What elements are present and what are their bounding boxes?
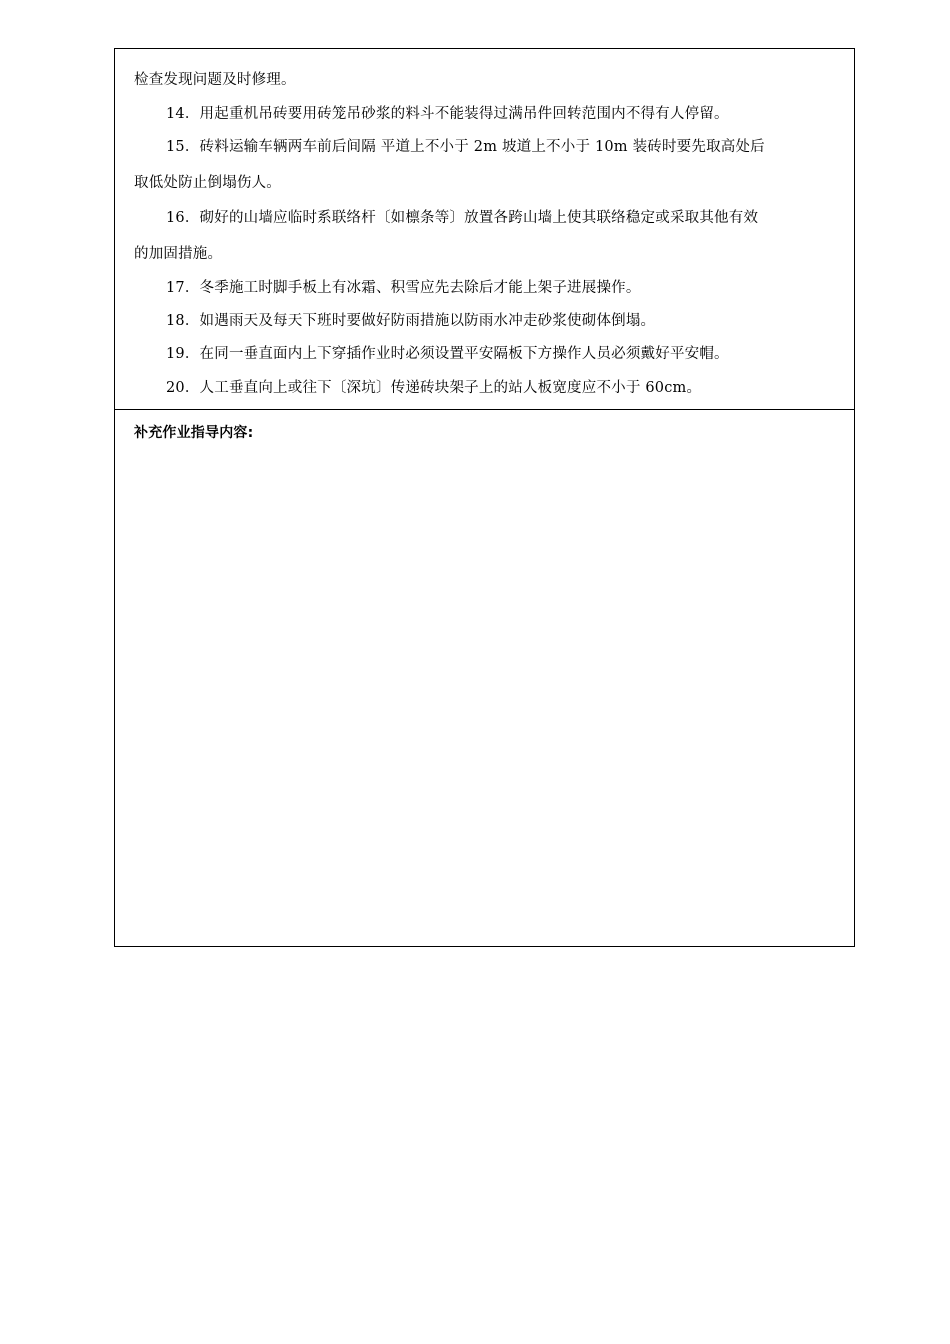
supplement-content-area — [115, 410, 854, 946]
rule-line-17: 17．冬季施工时脚手板上有冰霜、积雪应先去除后才能上架子进展操作。 — [166, 280, 641, 296]
supplement-label: 补充作业指导内容: — [134, 425, 254, 441]
rule-line-16: 16．砌好的山墙应临时系联络杆〔如檩条等〕放置各跨山墙上使其联络稳定或采取其他有效 — [166, 210, 759, 226]
rule-line-20: 20．人工垂直向上或往下〔深坑〕传递砖块架子上的站人板宽度应不小于 60cm。 — [166, 380, 702, 396]
rule-line-15-cont: 取低处防止倒塌伤人。 — [134, 175, 281, 191]
rule-line-16-cont: 的加固措施。 — [134, 246, 223, 262]
instruction-table — [114, 48, 855, 947]
rule-line-19: 19．在同一垂直面内上下穿插作业时必须设置平安隔板下方操作人员必须戴好平安帽。 — [166, 346, 729, 362]
rule-line-15: 15．砖料运输车辆两车前后间隔 平道上不小于 2m 坡道上不小于 10m 装砖时要先取高处后 — [166, 139, 765, 155]
rule-line-continued: 检查发现问题及时修理。 — [134, 72, 296, 88]
rule-line-18: 18．如遇雨天及每天下班时要做好防雨措施以防雨水冲走砂浆使砌体倒塌。 — [166, 313, 656, 329]
rule-line-14: 14．用起重机吊砖要用砖笼吊砂浆的料斗不能装得过满吊件回转范围内不得有人停留。 — [166, 106, 729, 122]
